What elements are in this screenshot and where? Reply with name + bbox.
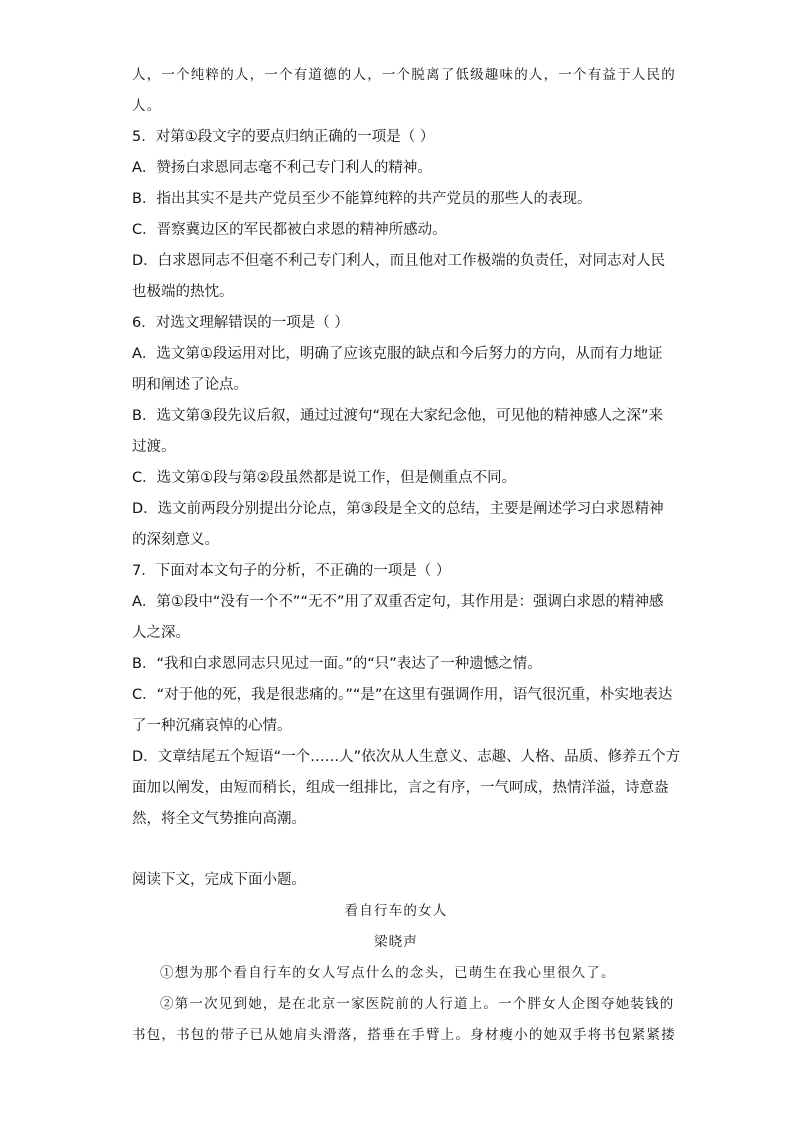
question-stem: 5．对第①段文字的要点归纳正确的一项是（ ）	[132, 129, 435, 145]
option-b: B．“我和白求恩同志只见过一面。”的“只”表达了一种遗憾之情。	[132, 656, 542, 672]
reading-instruction: 阅读下文，完成下面小题。	[132, 872, 306, 888]
option-a-continued: 人之深。	[132, 625, 190, 641]
option-d-continued: 然，将全文气势推向高潮。	[132, 811, 306, 827]
article-title: 看自行车的女人	[344, 903, 448, 919]
passage-ending	[132, 60, 676, 122]
option-a: A．第①段中“没有一个不”“无不”用了双重否定句，其作用是：强调白求恩的精神感	[132, 594, 664, 610]
option-a: A．选文第①段运用对比，明确了应该克服的缺点和今后努力的方向，从而有力地证	[132, 346, 663, 362]
option-d: D．白求恩同志不但毫不利己专门利人，而且他对工作极端的负责任，对同志对人民	[132, 253, 666, 269]
section-spacer	[132, 835, 660, 865]
option-a-continued: 明和阐述了论点。	[132, 377, 248, 393]
article-paragraph-2: ②第一次见到她，是在北京一家医院前的人行道上。一个胖女人企图夺她装钱的	[160, 996, 675, 1012]
option-d-continued: 的深刻意义。	[132, 532, 219, 548]
passage-line: 人，一个纯粹的人，一个有道德的人，一个脱离了低级趣味的人，一个有益于人民的	[132, 67, 676, 83]
option-c: C．“对于他的死，我是很悲痛的。”“是”在这里有强调作用，语气很沉重，朴实地表达	[132, 687, 673, 703]
article-paragraph-1: ①想为那个看自行车的女人写点什么的念头，已萌生在我心里很久了。	[160, 965, 616, 981]
question-stem: 6．对选文理解错误的一项是（ ）	[132, 315, 349, 331]
document-page	[132, 60, 681, 1051]
passage-line: 人。	[132, 98, 162, 114]
question-7	[132, 556, 681, 835]
reading-section	[132, 865, 676, 1051]
option-d: D．文章结尾五个短语“一个……人”依次从人生意义、志趣、人格、品质、修养五个方	[132, 749, 681, 765]
article-author: 梁晓声	[373, 934, 419, 950]
option-b: B．选文第③段先议后叙，通过过渡句“现在大家纪念他，可见他的精神感人之深”来	[132, 408, 663, 424]
question-6	[132, 308, 664, 556]
article-paragraph-2-continued: 书包，书包的带子已从她肩头滑落，搭垂在手臂上。身材瘦小的她双手将书包紧紧搂	[132, 1027, 676, 1043]
option-d: D．选文前两段分别提出分论点，第③段是全文的总结，主要是阐述学习白求恩精神	[132, 501, 664, 517]
option-b: B．指出其实不是共产党员至少不能算纯粹的共产党员的那些人的表现。	[132, 191, 592, 207]
option-b-continued: 过渡。	[132, 439, 176, 455]
question-5	[132, 122, 666, 308]
question-stem: 7．下面对本文句子的分析，不正确的一项是（ ）	[132, 563, 451, 579]
option-d-continued: 面加以阐发，由短而稍长，组成一组排比，言之有序，一气呵成，热情洋溢，诗意盎	[132, 780, 669, 796]
option-c-continued: 了一种沉痛哀悼的心情。	[132, 718, 292, 734]
option-a: A．赞扬白求恩同志毫不利己专门利人的精神。	[132, 160, 432, 176]
option-c: C．选文第①段与第②段虽然都是说工作，但是侧重点不同。	[132, 470, 517, 486]
option-c: C．晋察冀边区的军民都被白求恩的精神所感动。	[132, 222, 447, 238]
option-d-continued: 也极端的热忱。	[132, 284, 234, 300]
